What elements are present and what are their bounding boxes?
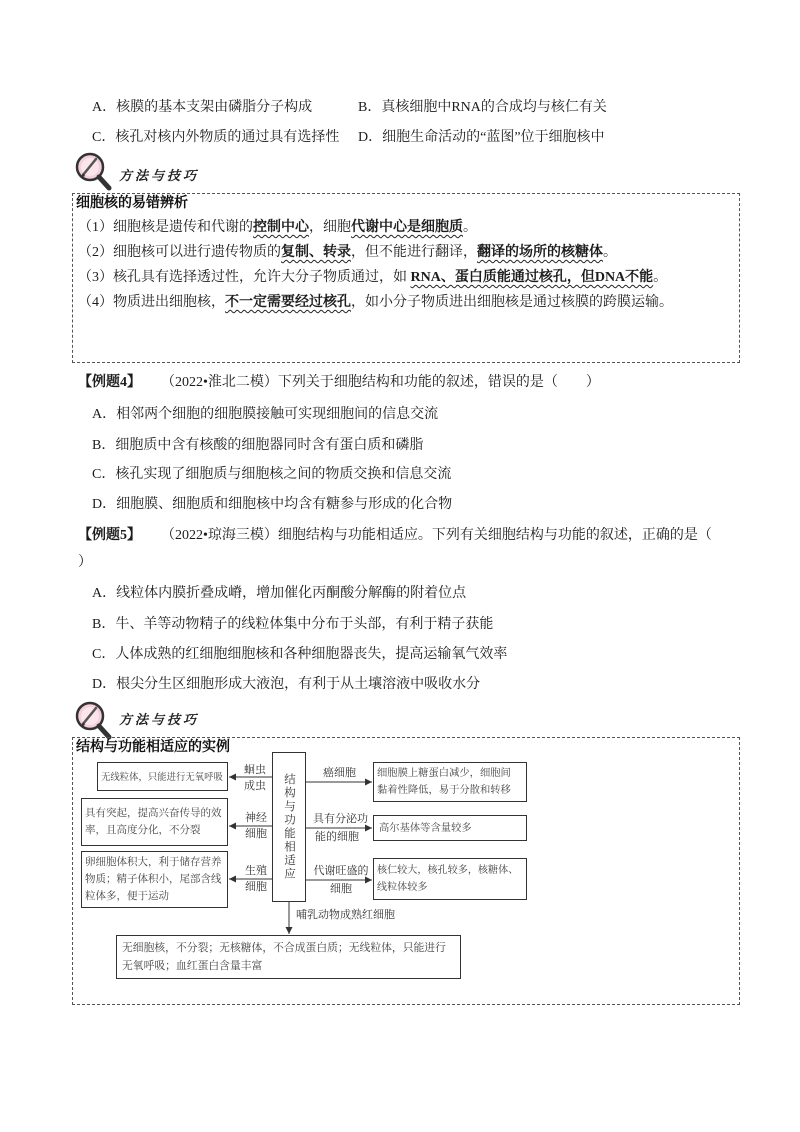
branch-desc-line: 物质；精子体积小，尾部含线	[85, 873, 222, 885]
tip-text: 。	[463, 220, 477, 235]
branch-desc-line: 卵细胞体积大，利于储存营养	[85, 856, 222, 868]
branch-label-roundworm	[238, 762, 272, 794]
example-5-option-c: C．人体成熟的红细胞细胞核和各种细胞器丧失，提高运输氧气效率	[92, 647, 508, 662]
example-5-stem: （2022•琼海三模）细胞结构与功能相适应。下列有关细胞结构与功能的叙述，正确的是（	[161, 528, 712, 543]
prev-option-c: C．核孔对核内外物质的通过具有选择性	[92, 130, 340, 145]
branch-box-secretory-cell	[373, 815, 527, 841]
branch-desc-line: 无氧呼吸；血红蛋白含量丰富	[122, 960, 263, 972]
tip-text: （3）核孔具有选择透过性，允许大分子物质通过，如	[78, 270, 411, 285]
branch-label-line: 成虫	[244, 780, 266, 792]
branch-label-germ-cell	[240, 863, 272, 895]
branch-desc-line: 率，且高度分化，不分裂	[85, 824, 201, 836]
branch-label-metabolic-cell	[312, 862, 370, 898]
branch-label-line: 代谢旺盛的	[313, 865, 369, 877]
tips-heading: 方法与技巧	[119, 712, 200, 727]
tips-box-title: 细胞核的易错辨析	[76, 194, 188, 210]
branch-box-red-blood-cell	[116, 935, 461, 979]
tip-item-1	[78, 218, 477, 238]
branch-label-neuron	[240, 810, 272, 842]
branch-label-line: 蛔虫	[244, 764, 266, 776]
example-5-stem-continuation: ）	[78, 555, 92, 570]
branch-box-neuron	[81, 798, 228, 846]
branch-label-secretory-cell	[313, 810, 371, 846]
tip-emphasis: 代谢中心是细胞质	[351, 220, 463, 235]
tip-text: （1）细胞核是遗传和代谢的	[78, 220, 253, 235]
branch-desc-line: 黏着性降低，易于分散和转移	[377, 785, 511, 796]
example-4-option-a: A．相邻两个细胞的细胞膜接触可实现细胞间的信息交流	[92, 407, 439, 422]
branch-desc-line: 无线粒体，只能进行无氧呼吸	[101, 771, 223, 782]
tips-heading: 方法与技巧	[119, 168, 200, 183]
branch-label-line: 细胞	[245, 881, 267, 893]
tip-emphasis: 不一定需要经过核孔	[225, 295, 351, 310]
prev-option-a: A．核膜的基本支架由磷脂分子构成	[92, 100, 313, 115]
branch-label-line: 神经	[245, 812, 267, 824]
tip-text: 。	[603, 245, 617, 260]
branch-desc-line: 线粒体较多	[377, 882, 428, 893]
tip-text: 。	[653, 270, 668, 285]
branch-label-line: 细胞	[245, 828, 267, 840]
tip-item-4	[78, 293, 673, 313]
tip-text: ，细胞	[309, 220, 351, 235]
tip-item-3	[78, 268, 667, 288]
branch-label-line: 能的细胞	[315, 831, 359, 843]
magnifier-icon	[73, 150, 113, 197]
tips-box-title: 结构与功能相适应的实例	[76, 738, 230, 754]
tip-emphasis: 翻译的场所的核糖体	[477, 245, 603, 260]
tip-text: （2）细胞核可以进行遗传物质的	[78, 245, 281, 260]
branch-desc-line: 高尔基体等含量较多	[379, 822, 472, 834]
branch-label-cancer-cell	[306, 765, 373, 781]
branch-box-metabolic-cell	[373, 858, 527, 900]
example-5-option-d: D．根尖分生区细胞形成大液泡，有利于从土壤溶液中吸收水分	[92, 677, 481, 692]
branch-box-germ-cell	[81, 851, 228, 908]
branch-label-line: 癌细胞	[323, 767, 356, 779]
branch-box-cancer-cell	[373, 762, 527, 802]
branch-label-line: 生殖	[245, 865, 267, 877]
branch-desc-line: 核仁较大，核孔较多，核糖体、	[377, 865, 519, 876]
prev-option-d: D．细胞生命活动的“蓝图”位于细胞核中	[358, 130, 605, 145]
tip-text: ，如小分子物质进出细胞核是通过核膜的跨膜运输。	[351, 295, 673, 310]
prev-option-b: B．真核细胞中RNA的合成均与核仁有关	[358, 100, 607, 115]
tip-text: ，但不能进行翻译，	[351, 245, 477, 260]
example-5-option-b: B．牛、羊等动物精子的线粒体集中分布于头部，有利于精子获能	[92, 617, 494, 632]
tip-text: （4）物质进出细胞核，	[78, 295, 225, 310]
example-5-option-a: A．线粒体内膜折叠成嵴，增加催化丙酮酸分解酶的附着位点	[92, 586, 467, 601]
example-5-tag: 【例题5】	[78, 528, 141, 543]
branch-desc-line: 粒体多，便于运动	[85, 890, 169, 902]
tip-emphasis: RNA、蛋白质能通过核孔，但DNA不能	[410, 270, 654, 285]
branch-label-line: 细胞	[330, 883, 352, 895]
branch-label-red-blood-cell	[296, 907, 395, 923]
diagram-center-label: 结构与功能相适应	[283, 773, 295, 881]
tip-emphasis: 控制中心	[253, 220, 309, 235]
diagram-center-node	[272, 752, 306, 902]
branch-label-line: 具有分泌功	[313, 813, 368, 825]
branch-desc-line: 无细胞核，不分裂；无核糖体，不合成蛋白质；无线粒体，只能进行	[122, 942, 446, 954]
branch-label-line: 哺乳动物成熟红细胞	[296, 909, 395, 921]
branch-desc-line: 细胞膜上糖蛋白减少，细胞间	[377, 768, 511, 779]
example-4-tag: 【例题4】	[78, 375, 141, 390]
example-4-option-c: C．核孔实现了细胞质与细胞核之间的物质交换和信息交流	[92, 467, 452, 482]
branch-desc-line: 具有突起，提高兴奋传导的效	[85, 807, 222, 819]
tip-emphasis: 复制、转录	[281, 245, 351, 260]
example-4-option-d: D．细胞膜、细胞质和细胞核中均含有糖参与形成的化合物	[92, 497, 453, 512]
example-4-option-b: B．细胞质中含有核酸的细胞器同时含有蛋白质和磷脂	[92, 438, 424, 453]
example-4-stem: （2022•淮北二模）下列关于细胞结构和功能的叙述，错误的是（ ）	[161, 375, 600, 390]
tip-item-2	[78, 243, 617, 263]
branch-box-roundworm	[97, 762, 228, 791]
